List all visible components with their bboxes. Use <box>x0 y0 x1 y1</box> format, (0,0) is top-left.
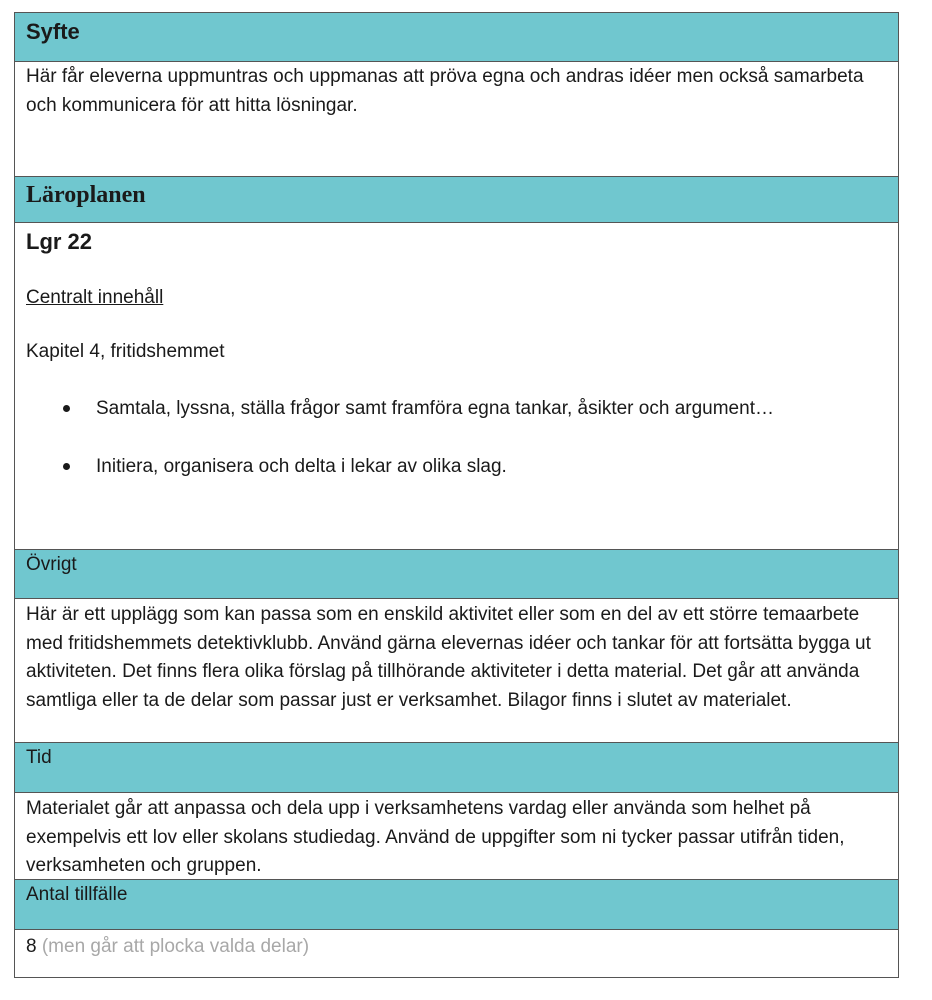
laroplanen-content <box>14 222 899 549</box>
laroplanen-heading: Läroplanen <box>14 176 899 222</box>
list-item: Samtala, lyssna, ställa frågor samt framföra egna tankar, åsikter och argument… <box>26 396 888 422</box>
document-table <box>14 12 899 978</box>
ovrigt-text: Här är ett upplägg som kan passa som en enskild aktivitet eller som en del av ett större temaarbete med fritidshemmets detektivklubb. Använd gärna elevernas idéer och tankar för att fortsätta bygga ut aktiviteten. Det finns flera olika förslag på tillhörande aktiviteter i detta material. Det går att använda samtliga eller ta de delar som passar just er verksamhet. Bilagor finns i slutet av materialet. <box>14 598 899 742</box>
syfte-heading: Syfte <box>14 12 899 61</box>
session-count: 8 <box>26 936 37 957</box>
chapter-label: Kapitel 4, fritidshemmet <box>26 341 225 362</box>
list-item: Initiera, organisera och delta i lekar av olika slag. <box>26 454 888 480</box>
ovrigt-heading: Övrigt <box>14 549 899 598</box>
tid-text: Materialet går att anpassa och dela upp i verksamhetens vardag eller använda som helhet på exempelvis ett lov eller skolans studiedag. Använd de uppgifter som ni tycker passar utifrån tiden, verksamheten och gruppen. <box>14 792 899 879</box>
central-content-subheading: Centralt innehåll <box>26 287 164 308</box>
session-note: (men går att plocka valda delar) <box>41 936 310 957</box>
curriculum-title: Lgr 22 <box>26 229 93 254</box>
bullet-list <box>26 396 888 480</box>
tid-heading: Tid <box>14 742 899 792</box>
antal-row <box>14 929 899 978</box>
syfte-text: Här får eleverna uppmuntras och uppmanas att pröva egna och andras idéer men också samarbeta och kommunicera för att hitta lösningar. <box>14 61 899 176</box>
antal-heading: Antal tillfälle <box>14 879 899 929</box>
